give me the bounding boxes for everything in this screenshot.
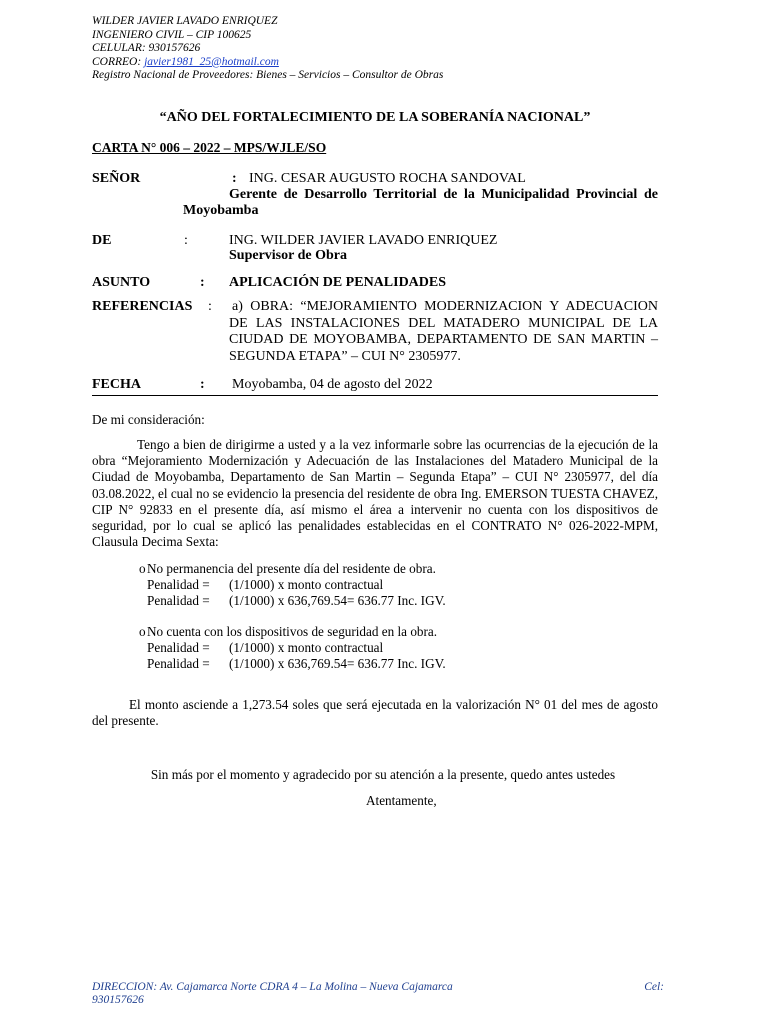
recipient-name: ING. CESAR AUGUSTO ROCHA SANDOVAL	[249, 171, 526, 186]
letter-number: CARTA N° 006 – 2022 – MPS/WJLE/SO	[92, 140, 327, 155]
sender-title: Supervisor de Obra	[229, 248, 347, 263]
year-heading: “AÑO DEL FORTALECIMIENTO DE LA SOBERANÍA NACIONAL”	[159, 110, 591, 125]
date-colon: :	[200, 377, 205, 392]
penalty-label: Penalidad =	[147, 593, 210, 608]
sender-label: DE	[92, 233, 112, 248]
recipient-label: SEÑOR	[92, 171, 141, 186]
recipient-title-line2: Moyobamba	[183, 203, 259, 218]
penalty-title: No cuenta con los dispositivos de seguridad en la obra.	[147, 624, 438, 639]
footer-address: DIRECCION: Av. Cajamarca Norte CDRA 4 – La Molina – Nueva Cajamarca	[92, 981, 453, 993]
author-name: WILDER JAVIER LAVADO ENRIQUEZ	[92, 15, 278, 27]
penalty-formula: (1/1000) x 636,769.54= 636.77 Inc. IGV.	[229, 593, 446, 608]
header-divider	[92, 395, 658, 396]
recipient-title-line1: Gerente de Desarrollo Territorial de la Municipalidad Provincial de	[229, 187, 658, 202]
date-label: FECHA	[92, 377, 141, 392]
references-colon: :	[208, 299, 212, 314]
closing-line: Sin más por el momento y agradecido por su atención a la presente, quedo antes ustedes	[150, 767, 616, 782]
references-value: a) OBRA: “MEJORAMIENTO MODERNIZACION Y ADECUACION DE LAS INSTALACIONES DEL MATADERO MUNICIPAL DE LA CIUDAD DE MOYOBAMBA, DEPARTAMENTO DE SAN MARTIN – SEGUNDA ETAPA” – CUI N° 2305977.	[229, 299, 658, 364]
letterhead	[92, 15, 443, 83]
penalty-formula: (1/1000) x monto contractual	[229, 640, 384, 655]
subject-colon: :	[200, 275, 205, 290]
penalty-formula: (1/1000) x monto contractual	[229, 577, 384, 592]
author-profession: INGENIERO CIVIL – CIP 100625	[92, 28, 252, 41]
penalty-label: Penalidad =	[147, 656, 210, 671]
author-phone: CELULAR: 930157626	[92, 42, 201, 55]
footer	[92, 981, 664, 1007]
email-link[interactable]: javier1981_25@hotmail.com	[144, 55, 279, 68]
penalty-title: No permanencia del presente día del residente de obra.	[147, 561, 436, 576]
date-value: Moyobamba, 04 de agosto del 2022	[232, 377, 433, 392]
penalty-bullet: o	[139, 624, 146, 639]
provider-registry: Registro Nacional de Proveedores: Bienes – Servicios – Consultor de Obras	[92, 69, 444, 82]
body-paragraph: Tengo a bien de dirigirme a usted y a la vez informarle sobre las ocurrencias de la ejecución de la obra “Mejoramiento Modernización y Adecuación de las Instalaciones del Matadero Municipal de la Ciudad de Moyobamba, Departamento de San Martin – Segunda Etapa” – CUI N° 2305977, del día 03.08.2022, el cual no se evidencio la presencia del residente de obra Ing. EMERSON TUESTA CHAVEZ, CIP N° 92833 en el presente día, así mismo el área a intervenir no cuenta con los dispositivos de seguridad, por lo cual se aplicó las penalidades establecidas en el CONTRATO N° 026-2022-MPM, Clausula Decima Sexta:	[92, 437, 658, 550]
subject-value: APLICACIÓN DE PENALIDADES	[229, 275, 447, 290]
greeting: De mi consideración:	[92, 412, 205, 427]
author-email-line	[92, 56, 443, 70]
footer-cel-label: Cel:	[644, 981, 664, 993]
penalty-label: Penalidad =	[147, 640, 210, 655]
subject-label: ASUNTO	[92, 275, 151, 290]
signoff: Atentamente,	[366, 793, 437, 808]
penalty-formula: (1/1000) x 636,769.54= 636.77 Inc. IGV.	[229, 656, 446, 671]
amount-paragraph: El monto asciende a 1,273.54 soles que será ejecutada en la valorización N° 01 del mes de agosto del presente.	[92, 697, 658, 729]
penalty-bullet: o	[139, 561, 146, 576]
penalty-label: Penalidad =	[147, 577, 210, 592]
email-label: CORREO:	[92, 55, 145, 68]
recipient-colon: :	[232, 171, 237, 186]
sender-name: ING. WILDER JAVIER LAVADO ENRIQUEZ	[229, 233, 498, 248]
sender-colon: :	[184, 233, 188, 248]
references-label: REFERENCIAS	[92, 299, 193, 314]
footer-cel-number: 930157626	[92, 994, 144, 1006]
